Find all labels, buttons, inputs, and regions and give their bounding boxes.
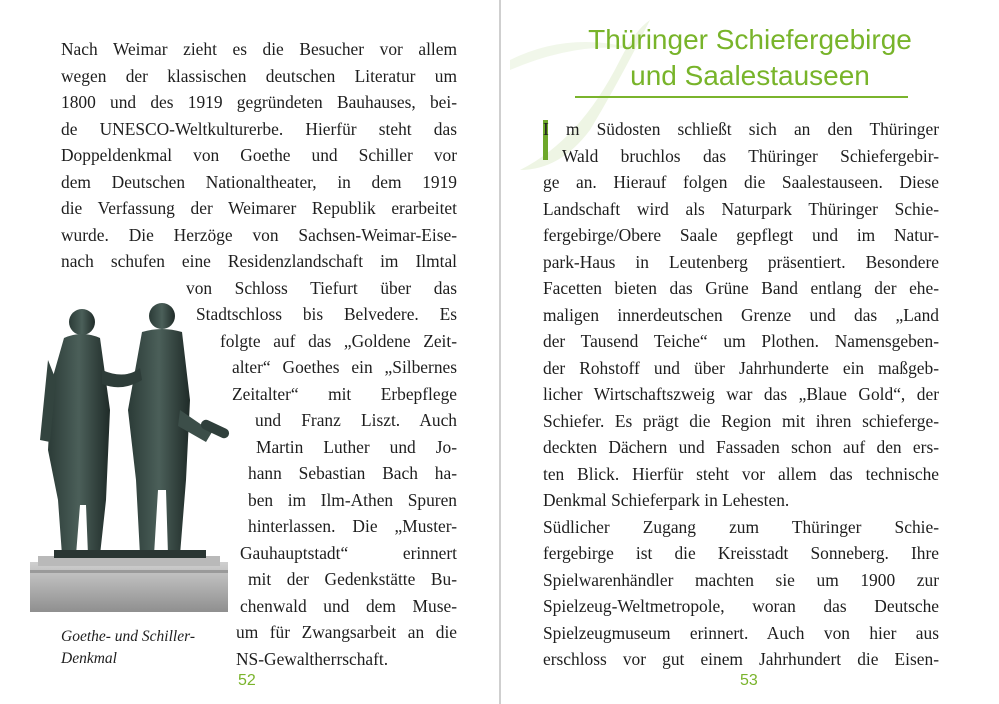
- body-text-line: Spielzeug-Weltmetropole, woran das Deutsche: [543, 596, 939, 616]
- body-text-line: fergebirge ist die Kreisstadt Sonneberg. Ihre: [543, 543, 939, 563]
- body-text-line: Stadtschloss bis Belvedere. Es: [196, 304, 457, 324]
- body-text-line: ben im Ilm-Athen Spuren: [248, 489, 457, 510]
- body-text-line: Denkmal Schieferpark in Lehesten.: [543, 490, 790, 510]
- body-text-line: I m Südosten schließt sich an den Thüringer: [543, 119, 939, 139]
- body-text-line: chenwald und dem Muse-: [240, 595, 457, 616]
- body-text-line: nach schufen eine Residenzlandschaft im Ilmtal: [61, 251, 457, 271]
- image-caption: Goethe- und Schiller-Denkmal: [61, 628, 195, 667]
- body-text-line: licher Wirtschaftszweig war das „Blaue Gold“, der: [543, 384, 939, 404]
- body-text-line: fergebirge/Obere Saale gepflegt und im Natur-: [543, 225, 939, 245]
- body-text-line: park-Haus in Leutenberg präsentiert. Besondere: [543, 251, 939, 272]
- body-text-line: wegen der klassischen deutschen Literatur um: [61, 65, 457, 86]
- body-text-line: der Tausend Teiche“ um Plothen. Namensgeben-: [543, 331, 939, 351]
- body-text-line: Nach Weimar zieht es die Besucher vor allem: [61, 39, 457, 59]
- body-text-line: 1800 und des 1919 gegründeten Bauhauses, bei-: [61, 92, 457, 112]
- body-text-line: von Schloss Tiefurt über das: [186, 277, 457, 298]
- body-text-line: maligen innerdeutschen Grenze und das „Land: [543, 304, 939, 325]
- body-text-line: folgte auf das „Goldene Zeit-: [220, 330, 457, 351]
- body-text-line: ten Blick. Hierfür steht vor allem das technische: [543, 463, 939, 484]
- body-text-line: Gauhauptstadt“ erinnert: [240, 542, 457, 563]
- body-text-line: Südlicher Zugang zum Thüringer Schie-: [543, 516, 939, 537]
- body-text-line: NS-Gewaltherrschaft.: [236, 648, 389, 669]
- body-text-line: Doppeldenkmal von Goethe und Schiller vor: [61, 145, 457, 165]
- body-text-line: Zeitalter“ mit Erbepflege: [232, 383, 457, 404]
- body-text-line: alter“ Goethes ein „Silbernes: [232, 357, 457, 377]
- body-text-line: ge an. Hierauf folgen die Saalestauseen. Diese: [543, 172, 939, 192]
- body-text-line: Spielzeugmuseum erinnert. Auch von hier aus: [543, 622, 939, 643]
- body-text-line: Landschaft wird als Naturpark Thüringer Schie-: [543, 198, 939, 219]
- page-gutter: [499, 0, 501, 704]
- body-text-line: mit der Gedenkstätte Bu-: [248, 569, 457, 589]
- section-title: [520, 22, 980, 94]
- goethe-schiller-statue-image: [30, 300, 236, 612]
- body-text-line: wurde. Die Herzöge von Sachsen-Weimar-Eise-: [61, 224, 457, 245]
- body-text-line: de UNESCO-Weltkulturerbe. Hierfür steht das: [61, 118, 457, 139]
- section-title-line: Thüringer Schiefergebirge: [588, 24, 912, 55]
- page-number: 52: [238, 672, 256, 689]
- body-text-line: Schiefer. Es prägt die Region mit ihren schieferge-: [543, 410, 939, 431]
- body-text-line: Spielwarenhändler machten sie um 1900 zur: [543, 569, 939, 590]
- body-text-line: und Franz Liszt. Auch: [255, 410, 457, 430]
- left-page: [0, 0, 499, 704]
- body-text-line: deckten Dächern und Fassaden schon auf den ers-: [543, 437, 939, 457]
- title-underline: [575, 96, 908, 98]
- body-text-line: Wald bruchlos das Thüringer Schiefergebir-: [562, 145, 939, 166]
- page-number: 53: [740, 672, 758, 689]
- body-text-line: die Verfassung der Weimarer Republik erarbeitet: [61, 198, 457, 218]
- section-title-line: und Saalestauseen: [630, 60, 870, 91]
- body-text-line: hann Sebastian Bach ha-: [248, 463, 457, 483]
- body-text-line: der Rohstoff und über Jahrhunderte ein maßgeb-: [543, 357, 939, 378]
- body-text-line: Martin Luther und Jo-: [256, 436, 457, 457]
- body-text-line: erschloss vor gut einem Jahrhundert die Eisen-: [543, 649, 939, 669]
- body-text-line: um für Zwangsarbeit an die: [236, 622, 457, 642]
- body-text-line: Facetten bieten das Grüne Band entlang der ehe-: [543, 278, 939, 298]
- body-text-line: hinterlassen. Die „Muster-: [248, 516, 457, 536]
- body-text-line: dem Deutschen Nationaltheater, in dem 1919: [61, 171, 457, 192]
